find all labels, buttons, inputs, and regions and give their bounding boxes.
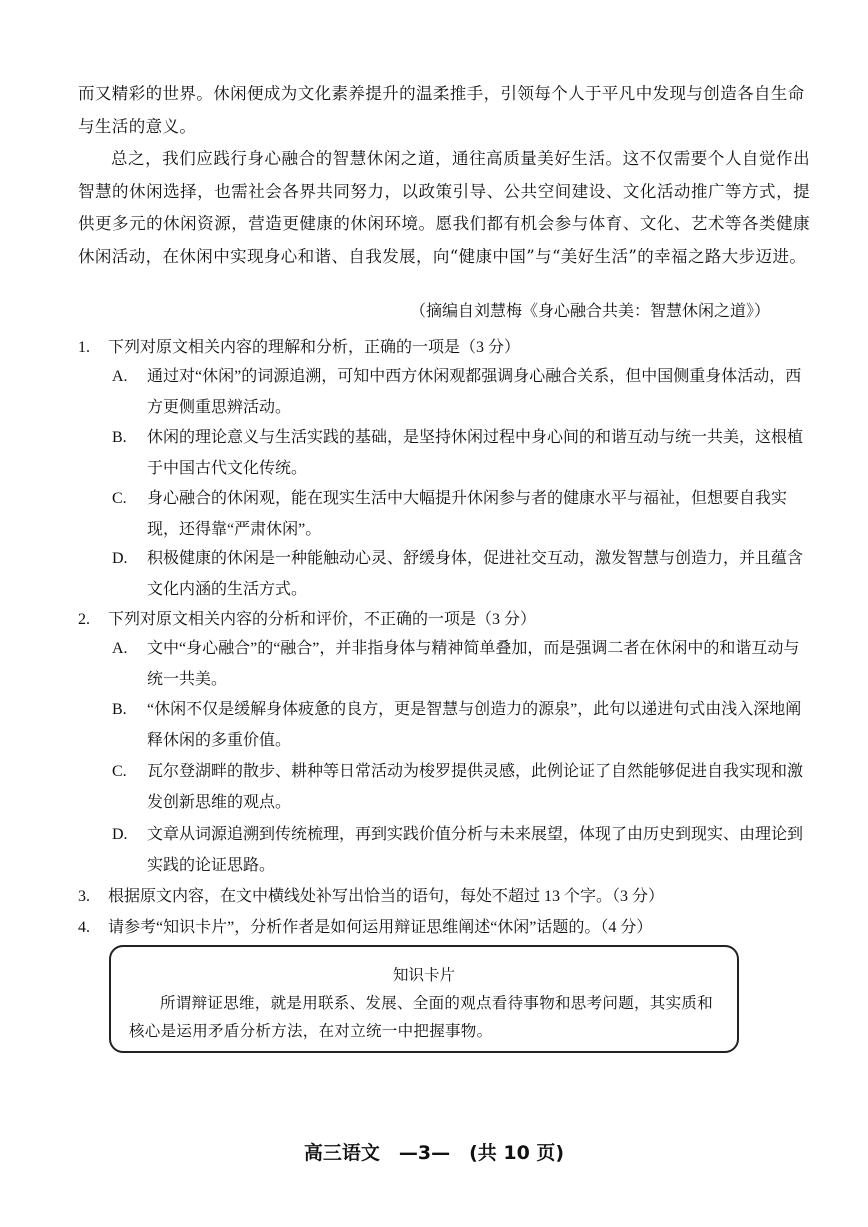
knowledge-card-title: 知识卡片 [392,966,455,984]
passage-paragraph-2: 总之，我们应践行身心融合的智慧休闲之道，通往高质量美好生活。这不仅需要个人自觉作出智慧的休闲选择，也需社会各界共同努力，以政策引导、公共空间建设、文化活动推广等方式，提供更多元的休闲资源，营造更健康的休闲环境。愿我们都有机会参与体育、文化、艺术等各类健康休闲活动，在休闲中实现身心和谐、自我发展，向“健康中国”与“美好生活”的幸福之路大步迈进。 [78,149,810,266]
option-text: 通过对“休闲”的词源追溯，可知中西方休闲观都强调身心融合关系，但中国侧重身体活动，西方更侧重思辨活动。 [147,368,802,416]
option-text: 文中“身心融合”的“融合”，并非指身体与精神简单叠加，而是强调二者在休闲中的和谐互动与统一共美。 [147,640,800,688]
option-letter: B. [112,429,127,446]
knowledge-card-body: 所谓辩证思维，就是用联系、发展、全面的观点看待事物和思考问题，其实质和核心是运用矛盾分析方法，在对立统一中把握事物。 [129,994,714,1040]
question-1-option-b [112,422,812,484]
option-letter: B. [112,701,127,718]
option-letter: D. [112,550,128,567]
passage-paragraph-1 [78,78,810,143]
question-2-option-b [112,694,812,756]
question-2-stem [78,608,818,632]
question-1-option-c [112,483,812,545]
question-2-option-a [112,633,812,695]
question-text: 下列对原文相关内容的分析和评价，不正确的一项是（3 分） [108,611,537,628]
passage-line: 而又精彩的世界。休闲便成为文化素养提升的温柔推手，引领每个人于平凡中发现与创造各自生命 [78,84,805,103]
question-number: 4. [78,919,90,936]
question-2-option-c [112,756,812,818]
page-footer: 高三语文 —3— (共 10 页) [303,1142,565,1164]
question-1-option-d [112,543,812,605]
question-text: 下列对原文相关内容的理解和分析，正确的一项是（3 分） [108,339,521,356]
option-letter: C. [112,763,127,780]
question-1-option-a [112,361,812,423]
question-1-stem [78,336,818,360]
question-3-stem [78,885,818,909]
option-text: 身心融合的休闲观，能在现实生活中大幅提升休闲参与者的健康水平与福祉，但想要自我实现，还得靠“严肃休闲”。 [147,490,788,538]
option-text: 休闲的理论意义与生活实践的基础，是坚持休闲过程中身心间的和谐互动与统一共美，这根植于中国古代文化传统。 [147,429,804,477]
question-text: 根据原文内容，在文中横线处补写出恰当的语句，每处不超过 13 个字。（3 分） [108,888,665,905]
question-number: 3. [78,888,90,905]
option-letter: A. [112,640,128,657]
question-4-stem [78,916,818,940]
option-text: 积极健康的休闲是一种能触动心灵、舒缓身体，促进社交互动，激发智慧与创造力，并且蕴含文化内涵的生活方式。 [147,550,804,598]
option-text: “休闲不仅是缓解身体疲惫的良方，更是智慧与创造力的源泉”，此句以递进句式由浅入深地阐释休闲的多重价值。 [147,701,802,749]
option-letter: C. [112,490,127,507]
option-text: 文章从词源追溯到传统梳理，再到实践价值分析与未来展望，体现了由历史到现实、由理论到实践的论证思路。 [147,826,804,874]
question-number: 1. [78,339,90,356]
knowledge-card [109,945,739,1053]
question-text: 请参考“知识卡片”，分析作者是如何运用辩证思维阐述“休闲”话题的。（4 分） [108,919,653,936]
passage-line: 与生活的意义。 [78,116,197,136]
passage-source: （摘编自刘慧梅《身心融合共美：智慧休闲之道》） [410,303,771,320]
option-letter: A. [112,368,128,385]
question-number: 2. [78,611,90,628]
question-2-option-d [112,819,812,881]
option-text: 瓦尔登湖畔的散步、耕种等日常活动为梭罗提供灵感，此例论证了自然能够促进自我实现和激发创新思维的观点。 [147,763,804,811]
reading-passage [78,78,810,273]
option-letter: D. [112,826,128,843]
